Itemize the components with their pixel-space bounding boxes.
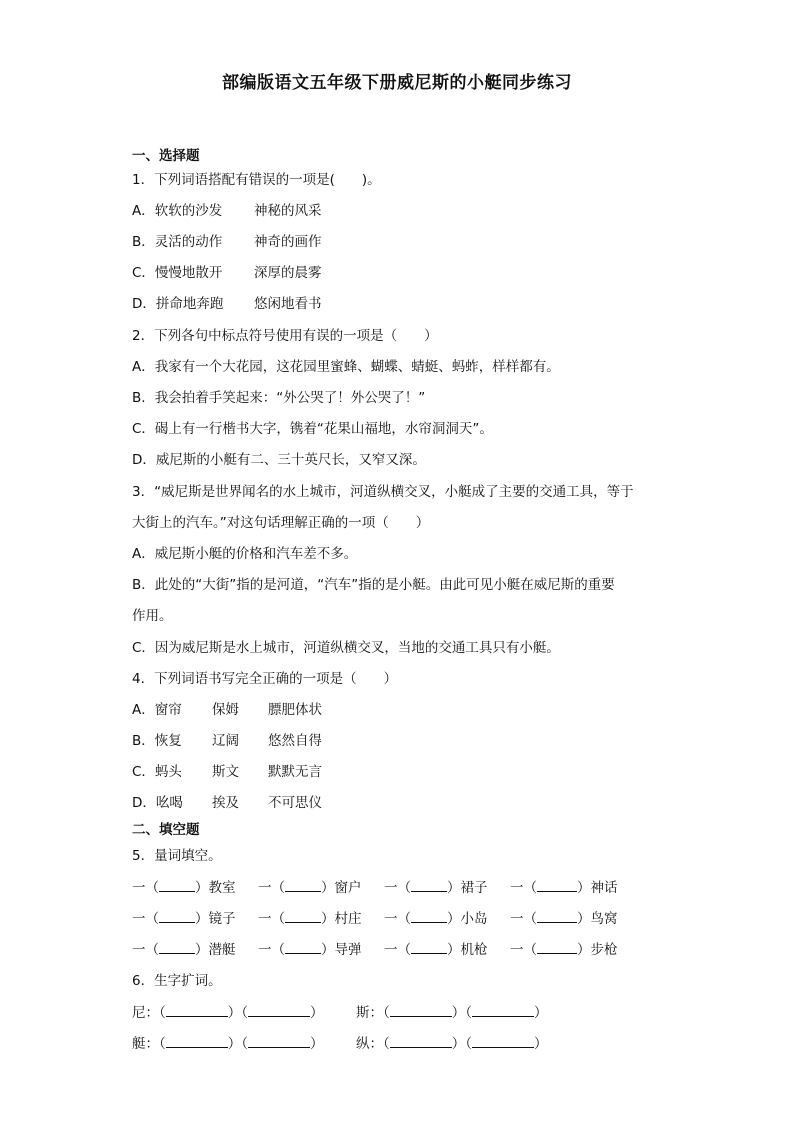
question-3-option-a: A．威尼斯小艇的价格和汽车差不多。 <box>132 546 358 562</box>
question-1-stem: 1．下列词语搭配有错误的一项是( )。 <box>132 172 381 188</box>
question-3-stem-line2: 大街上的汽车。”对这句话理解正确的一项（ ） <box>132 515 430 531</box>
prefix-text: 一（ <box>258 942 285 958</box>
prefix-text: 一（ <box>510 911 537 927</box>
suffix-text: ） <box>447 880 461 896</box>
page-title: 部编版语文五年级下册威尼斯的小艇同步练习 <box>222 73 572 93</box>
answer-blank[interactable] <box>166 1002 228 1017</box>
close-paren: ） <box>227 1036 242 1052</box>
noun-text: 鸟窝 <box>590 911 618 927</box>
option-text: 辽阔 <box>212 733 239 749</box>
answer-blank[interactable] <box>285 908 321 923</box>
option-text: 神奇的画作 <box>254 234 322 250</box>
question-3-option-b-line2: 作用。 <box>132 608 173 624</box>
prefix-text: 一（ <box>132 942 159 958</box>
option-text: B．恢复 <box>132 733 182 749</box>
suffix-text: ） <box>195 911 209 927</box>
question-3-option-c: C．因为威尼斯是水上城市，河道纵横交叉，当地的交通工具只有小艇。 <box>132 640 560 656</box>
answer-blank[interactable] <box>159 939 195 954</box>
close-paren: ） <box>310 1036 324 1052</box>
question-2-stem: 2．下列各句中标点符号使用有误的一项是（ ） <box>132 328 438 344</box>
noun-text: 村庄 <box>334 911 362 927</box>
character-label: 艇： <box>132 1036 159 1052</box>
character-label: 尼： <box>132 1005 159 1021</box>
suffix-text: ） <box>195 942 209 958</box>
option-text: 神秘的风采 <box>254 203 322 219</box>
answer-blank[interactable] <box>248 1002 310 1017</box>
word-expansion-item <box>356 1033 548 1054</box>
answer-blank[interactable] <box>537 908 577 923</box>
open-paren: （ <box>241 1005 248 1021</box>
prefix-text: 一（ <box>258 911 285 927</box>
section-heading-fill: 二、填空题 <box>132 822 200 838</box>
question-2-option-c: C．碣上有一行楷书大字，镌着“花果山福地，水帘洞洞天”。 <box>132 421 493 437</box>
prefix-text: 一（ <box>258 880 285 896</box>
answer-blank[interactable] <box>411 939 447 954</box>
answer-blank[interactable] <box>285 939 321 954</box>
character-label: 斯： <box>356 1005 383 1021</box>
option-text: B．灵活的动作 <box>132 234 223 250</box>
option-text: 悠然自得 <box>268 733 322 749</box>
measure-word-item <box>258 877 362 898</box>
noun-text: 教室 <box>208 880 236 896</box>
answer-blank[interactable] <box>411 908 447 923</box>
suffix-text: ） <box>321 880 335 896</box>
measure-word-item <box>132 877 236 898</box>
question-2-option-a: A．我家有一个大花园，这花园里蜜蜂、蝴蝶、蜻蜓、蚂蚱，样样都有。 <box>132 359 560 375</box>
section-heading-choice: 一、选择题 <box>132 148 200 164</box>
suffix-text: ） <box>447 911 461 927</box>
noun-text: 潜艇 <box>208 942 236 958</box>
noun-text: 窗户 <box>334 880 362 896</box>
measure-word-item <box>258 908 362 929</box>
option-text: 挨及 <box>212 795 239 811</box>
close-paren: ） <box>534 1036 548 1052</box>
option-text: A．软软的沙发 <box>132 203 223 219</box>
question-2-option-b: B．我会拍着手笑起来：“外公哭了！外公哭了！” <box>132 390 426 406</box>
option-text: 深厚的晨雾 <box>254 265 322 281</box>
noun-text: 导弹 <box>334 942 362 958</box>
open-paren: （ <box>465 1036 472 1052</box>
answer-blank[interactable] <box>537 877 577 892</box>
close-paren: ） <box>310 1005 324 1021</box>
suffix-text: ） <box>577 911 591 927</box>
word-expansion-item <box>132 1002 324 1023</box>
answer-blank[interactable] <box>390 1002 452 1017</box>
question-3-stem-line1: 3．“威尼斯是世界闻名的水上城市，河道纵横交叉，小艇成了主要的交通工具，等于 <box>132 484 634 500</box>
option-text: 膘肥体状 <box>268 702 322 718</box>
prefix-text: 一（ <box>384 911 411 927</box>
option-text: 默默无言 <box>268 764 322 780</box>
prefix-text: 一（ <box>384 880 411 896</box>
option-text: D．拼命地奔跑 <box>132 296 224 312</box>
answer-blank[interactable] <box>411 877 447 892</box>
open-paren: （ <box>465 1005 472 1021</box>
close-paren: ） <box>451 1036 466 1052</box>
noun-text: 步枪 <box>590 942 618 958</box>
measure-word-item <box>384 877 488 898</box>
answer-blank[interactable] <box>285 877 321 892</box>
option-text: 悠闲地看书 <box>254 296 322 312</box>
open-paren: （ <box>159 1005 166 1021</box>
prefix-text: 一（ <box>132 911 159 927</box>
open-paren: （ <box>383 1036 390 1052</box>
suffix-text: ） <box>321 942 335 958</box>
character-label: 纵： <box>356 1036 383 1052</box>
measure-word-item <box>132 908 236 929</box>
prefix-text: 一（ <box>132 880 159 896</box>
suffix-text: ） <box>321 911 335 927</box>
word-expansion-item <box>356 1002 548 1023</box>
noun-text: 小岛 <box>460 911 488 927</box>
open-paren: （ <box>383 1005 390 1021</box>
noun-text: 神话 <box>590 880 618 896</box>
option-text: C．蚂头 <box>132 764 182 780</box>
measure-word-item <box>510 939 618 960</box>
word-expansion-item <box>132 1033 324 1054</box>
close-paren: ） <box>534 1005 548 1021</box>
option-text: C．慢慢地散开 <box>132 265 223 281</box>
answer-blank[interactable] <box>159 877 195 892</box>
measure-word-item <box>510 877 618 898</box>
open-paren: （ <box>241 1036 248 1052</box>
noun-text: 裙子 <box>460 880 488 896</box>
measure-word-item <box>384 908 488 929</box>
question-4-stem: 4．下列词语书写完全正确的一项是（ ） <box>132 671 398 687</box>
suffix-text: ） <box>447 942 461 958</box>
answer-blank[interactable] <box>159 908 195 923</box>
suffix-text: ） <box>577 880 591 896</box>
option-text: 斯文 <box>212 764 239 780</box>
answer-blank[interactable] <box>166 1033 228 1048</box>
answer-blank[interactable] <box>472 1033 534 1048</box>
option-text: A．窗帘 <box>132 702 182 718</box>
measure-word-item <box>384 939 488 960</box>
suffix-text: ） <box>195 880 209 896</box>
answer-blank[interactable] <box>390 1033 452 1048</box>
answer-blank[interactable] <box>248 1033 310 1048</box>
option-text: D．吆喝 <box>132 795 183 811</box>
measure-word-item <box>132 939 236 960</box>
noun-text: 镜子 <box>208 911 236 927</box>
option-text: 不可思仪 <box>268 795 322 811</box>
answer-blank[interactable] <box>472 1002 534 1017</box>
suffix-text: ） <box>577 942 591 958</box>
question-3-option-b-line1: B．此处的“大街”指的是河道，“汽车”指的是小艇。由此可见小艇在威尼斯的重要 <box>132 577 615 593</box>
prefix-text: 一（ <box>510 880 537 896</box>
open-paren: （ <box>159 1036 166 1052</box>
question-6-stem: 6．生字扩词。 <box>132 973 222 989</box>
measure-word-item <box>258 939 362 960</box>
prefix-text: 一（ <box>384 942 411 958</box>
option-text: 保姆 <box>212 702 239 718</box>
close-paren: ） <box>227 1005 242 1021</box>
close-paren: ） <box>451 1005 466 1021</box>
question-2-option-d: D．威尼斯的小艇有二、三十英尺长，又窄又深。 <box>132 452 426 468</box>
prefix-text: 一（ <box>510 942 537 958</box>
noun-text: 机枪 <box>460 942 488 958</box>
answer-blank[interactable] <box>537 939 577 954</box>
measure-word-item <box>510 908 618 929</box>
question-5-stem: 5．量词填空。 <box>132 848 222 864</box>
